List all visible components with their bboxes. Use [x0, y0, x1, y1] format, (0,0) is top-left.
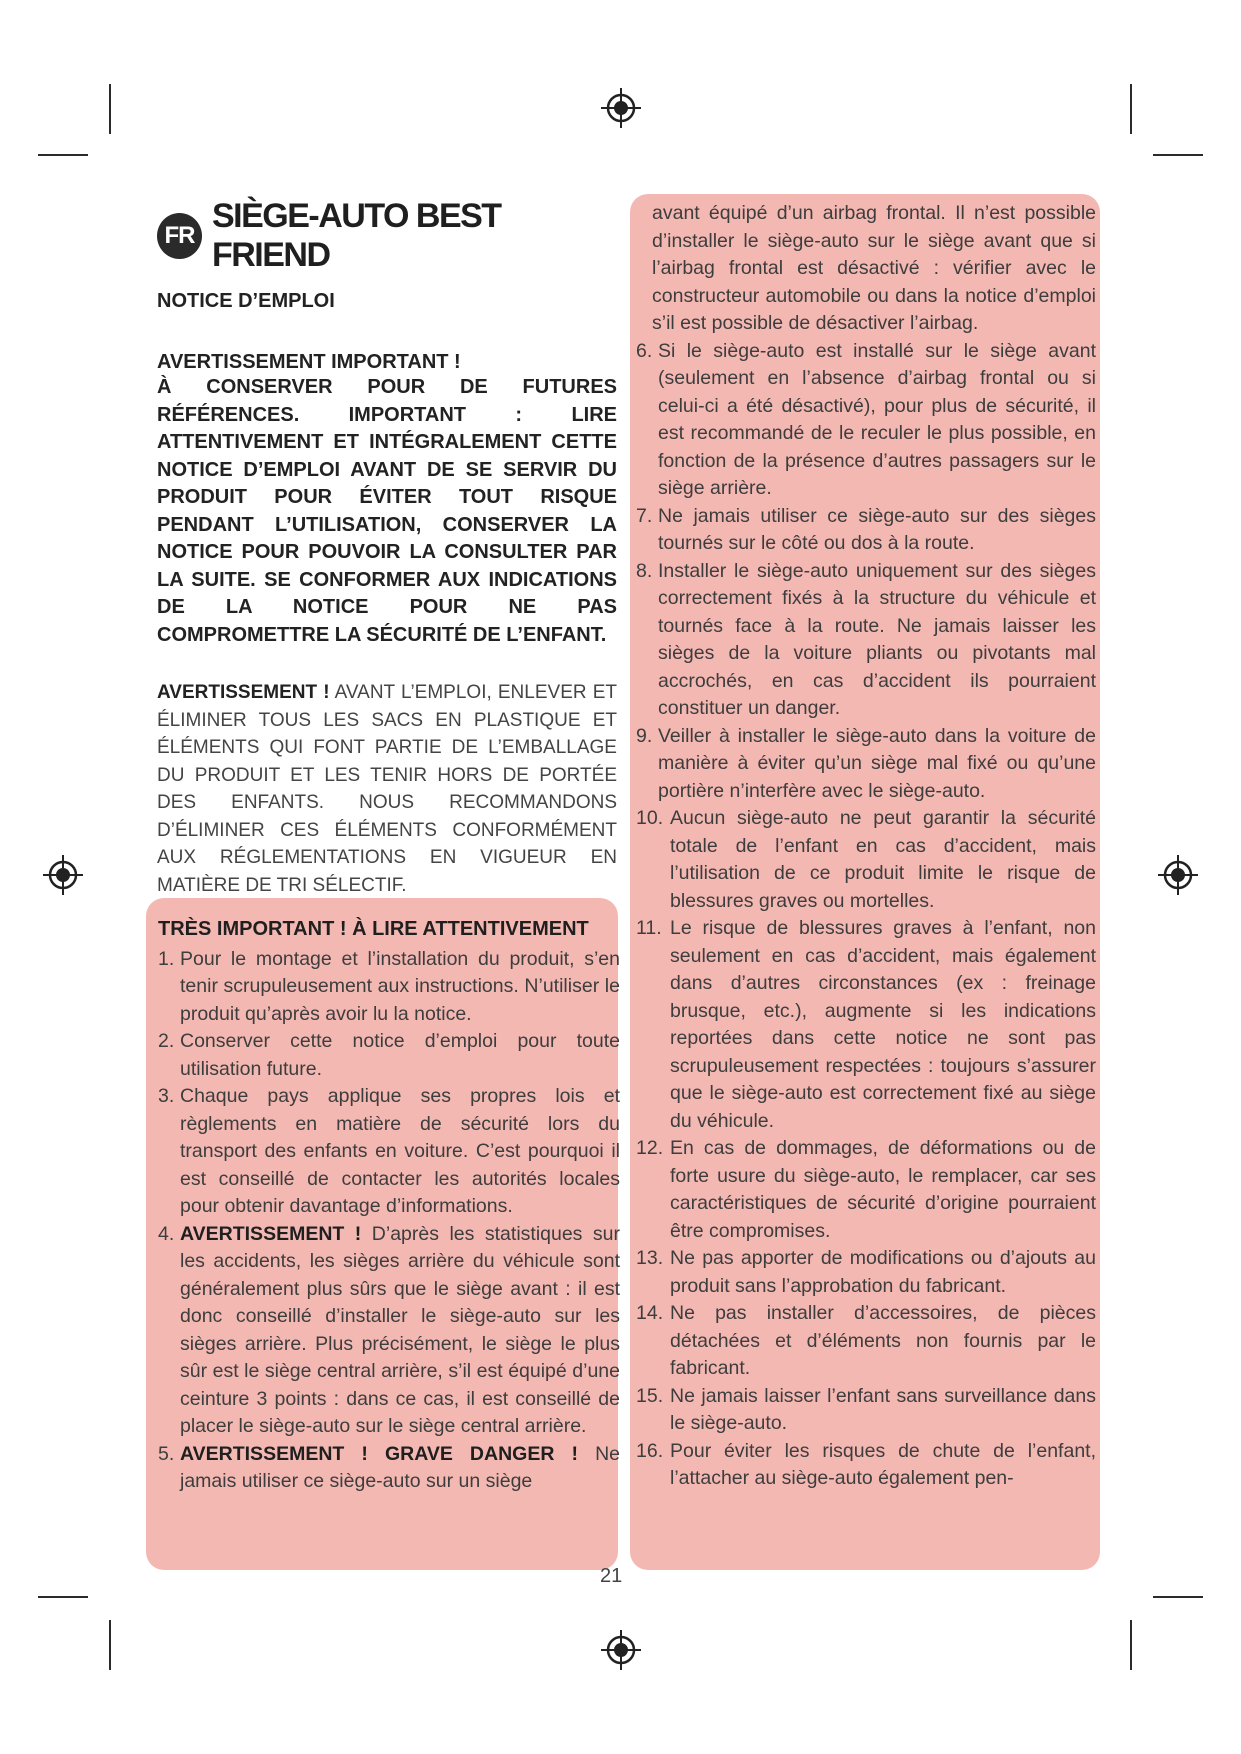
list-item: [158, 946, 620, 1029]
registration-mark-icon: [601, 1630, 641, 1670]
item-text: Aucun siège-auto ne peut garantir la sécurité totale de l’enfant en cas d’accident, mais l’utilisation de ce produit limite le risque de blessures graves ou mortelles.: [670, 807, 1096, 912]
left-column: [157, 197, 617, 899]
item-text: Ne jamais utiliser ce siège-auto sur des sièges tournés sur le côté ou dos à la route.: [658, 504, 1096, 554]
item-text: Pour éviter les risques de chute de l’enfant, l’attacher au siège-auto également pen-: [670, 1439, 1096, 1489]
item-text: Installer le siège-auto uniquement sur des sièges correctement fixés à la structure du véhicule et tournés face à la route. Ne jamais laisser les sièges de la voiture pliants ou pivotants mal accrochés, en cas d’accident ils pourraient constituer un danger.: [658, 559, 1096, 719]
item-continuation: avant équipé d’un airbag frontal. Il n’est possible d’installer le siège-auto sur le siège avant que si l’airbag frontal est désactivé : vérifier avec le constructeur automobile ou dans la notice d’emploi s’il est possible de désactiver l’airbag.: [652, 202, 1096, 334]
item-bold-lead: AVERTISSEMENT ! GRAVE DANGER !: [180, 1442, 578, 1465]
crop-mark: [1153, 154, 1203, 156]
crop-mark: [38, 154, 88, 156]
list-item: [636, 915, 1096, 1135]
list-item: [636, 503, 1096, 558]
list-item: [636, 1300, 1096, 1383]
crop-mark: [38, 1596, 88, 1598]
item-text: Ne pas apporter de modifications ou d’ajouts au produit sans l’approbation du fabricant.: [670, 1247, 1096, 1297]
item-text: Conserver cette notice d’emploi pour toute utilisation future.: [180, 1030, 620, 1080]
list-item: [158, 1028, 620, 1083]
item-number: 9.: [636, 724, 653, 747]
item-number: 10.: [636, 807, 664, 829]
item-text: Pour le montage et l’installation du produit, s’en tenir scrupuleusement aux instructions. N’utiliser le produit qu’après avoir lu la notice.: [180, 947, 620, 1025]
item-number: 14.: [636, 1302, 664, 1324]
item-text: Ne jamais utiliser ce siège-auto sur un siège: [180, 1442, 620, 1492]
crop-mark: [109, 84, 111, 134]
item-number: 5.: [158, 1442, 175, 1465]
page-title: SIÈGE-AUTO BEST FRIEND: [211, 197, 501, 274]
list-item: [636, 805, 1096, 915]
item-text: Chaque pays applique ses propres lois et règlements en matière de sécurité lors du transport des enfants en voiture. C’est pourquoi il est conseillé de contacter les autorités locales pour obtenir davantage d’informations.: [180, 1085, 620, 1217]
title-row: [157, 197, 617, 274]
list-item: [158, 1221, 620, 1441]
crop-mark: [109, 1620, 111, 1670]
item-number: 2.: [158, 1030, 175, 1052]
warning-heading: AVERTISSEMENT IMPORTANT !: [157, 351, 461, 373]
crop-mark: [1130, 1620, 1132, 1670]
packaging-warning-body: AVANT L’EMPLOI, ENLEVER ET ÉLIMINER TOUS LES SACS EN PLASTIQUE ET ÉLÉMENTS QUI FONT PARTIE DE L’EMBALLAGE DU PRODUIT ET LES TENIR HORS DE PORTÉE DES ENFANTS. NOUS RECOMMANDONS D’ÉLIMINER CES ÉLÉMENTS CONFORMÉMENT AUX RÉGLEMENTATIONS EN VIGUEUR EN MATIÈRE DE TRI SÉLECTIF.: [157, 682, 617, 896]
list-item: [636, 1135, 1096, 1245]
packaging-warning: [157, 679, 617, 899]
list-item: [636, 1245, 1096, 1300]
item-text: En cas de dommages, de déformations ou de forte usure du siège-auto, le remplacer, car ses caractéristiques de sécurité d’origine pourraient être compromises.: [670, 1137, 1096, 1242]
item-text: D’après les statistiques sur les accidents, les sièges arrière du véhicule sont généralement plus sûrs que le siège avant : il est donc conseillé d’installer le siège-auto sur les sièges arrière. Plus précisément, le siège le plus sûr est le siège central arrière, s’il est équipé d’une ceinture 3 points : dans ce cas, il est conseillé de placer le siège-auto sur le siège central arrière.: [180, 1222, 621, 1437]
language-badge: FR: [157, 213, 202, 259]
crop-mark: [1153, 1596, 1203, 1598]
registration-mark-icon: [601, 88, 641, 128]
item-text: Si le siège-auto est installé sur le siège avant (seulement en l’absence d’airbag frontal ou si celui-ci a été désactivé), pour plus de sécurité, il est recommandé de le reculer le plus possible, en fonction de la présence d’autres passagers sur le siège arrière.: [658, 339, 1096, 499]
notice-heading: NOTICE D’EMPLOI: [157, 290, 335, 312]
list-item: [158, 1441, 620, 1496]
registration-mark-icon: [43, 855, 83, 895]
item-text: Veiller à installer le siège-auto dans la voiture de manière à éviter qu’un siège mal fixé ou qu’une portière n’interfère avec le siège-auto.: [658, 724, 1096, 802]
item-text: Ne pas installer d’accessoires, de pièces détachées et d’éléments non fournis par le fabricant.: [670, 1302, 1096, 1379]
list-item: [636, 558, 1096, 723]
list-item: [636, 338, 1096, 503]
item-number: 16.: [636, 1439, 664, 1462]
list-item: [158, 1083, 620, 1221]
item-number: 15.: [636, 1384, 664, 1407]
warning-body: À CONSERVER POUR DE FUTURES RÉFÉRENCES. IMPORTANT : LIRE ATTENTIVEMENT ET INTÉGRALEMENT CETTE NOTICE D’EMPLOI AVANT DE SE SERVIR DU PRODUIT POUR ÉVITER TOUT RISQUE PENDANT L’UTILISATION, CONSERVER LA NOTICE POUR POUVOIR LA CONSULTER PAR LA SUITE. SE CONFORMER AUX INDICATIONS DE LA NOTICE POUR NE PAS COMPROMETTRE LA SÉCURITÉ DE L’ENFANT.: [157, 376, 617, 646]
item-number: 13.: [636, 1247, 664, 1269]
item-text: Le risque de blessures graves à l’enfant, non seulement en cas d’accident, mais également dans d’autres circonstances (ex : freinage brusque, etc.), augmente si les indications reportées dans cette notice ne sont pas scrupuleusement respectées : toujours s’assurer que le siège-auto est correctement fixé au siège du véhicule.: [670, 917, 1096, 1132]
item-text: Ne jamais laisser l’enfant sans surveillance dans le siège-auto.: [670, 1384, 1096, 1434]
item-number: 11.: [636, 917, 662, 939]
important-list-right: [636, 200, 1096, 1493]
item-number: 8.: [636, 559, 653, 582]
list-item: [636, 1383, 1096, 1438]
item-number: 4.: [158, 1222, 175, 1245]
item-number: 6.: [636, 339, 653, 362]
packaging-warning-lead: AVERTISSEMENT !: [157, 682, 330, 703]
item-number: 1.: [158, 947, 175, 970]
item-number: 12.: [636, 1137, 664, 1159]
item-text-container: [180, 1221, 620, 1441]
registration-mark-icon: [1158, 855, 1198, 895]
item-bold-lead: AVERTISSEMENT !: [180, 1222, 362, 1245]
item-number: 7.: [636, 504, 653, 527]
important-list-left: [158, 916, 620, 1496]
page-number: 21: [600, 1565, 623, 1587]
list-item: [636, 723, 1096, 806]
item-number: 3.: [158, 1085, 175, 1107]
important-title: TRÈS IMPORTANT ! À LIRE ATTENTIVEMENT: [158, 918, 589, 940]
item-text-container: [180, 1441, 620, 1496]
crop-mark: [1130, 84, 1132, 134]
list-item: [636, 1438, 1096, 1493]
